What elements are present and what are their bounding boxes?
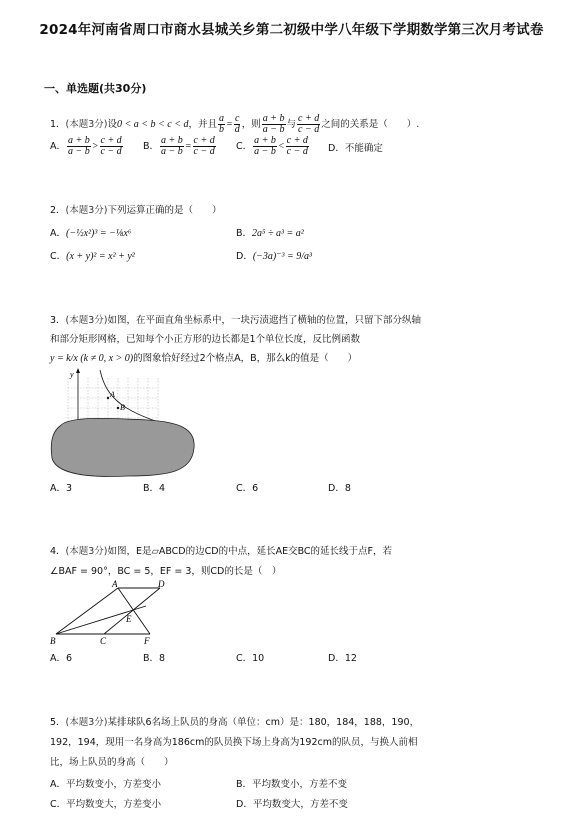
q5-option-a[interactable]: A．平均数变小，方差变小 xyxy=(50,779,162,790)
q3-figure xyxy=(48,368,198,480)
label-c: C xyxy=(100,636,107,646)
q3-line3-text: 的图象恰好经过2个格点A，B，那么k的值是（ ） xyxy=(133,353,358,364)
q3-line3 xyxy=(50,352,357,366)
q3-option-a[interactable]: A．3 xyxy=(50,483,73,494)
question-number: 1． xyxy=(50,119,66,130)
q3-option-b[interactable]: B．4 xyxy=(143,483,166,494)
point-b-label: B xyxy=(120,403,125,412)
question-1: 1．(本题3分)设0 < a < b < c < d，并且 $\frac{a}{b}$ = $\frac{c}{d}$ ，则 $\frac{a + b}{a - b}$ 与 $\frac{c + d}{c - d}$ 之间的关系是（ ）. xyxy=(50,113,420,135)
q3-line2: 和部分矩形网格，已知每个小正方形的边长都是1个单位长度，反比例函数 xyxy=(50,334,361,345)
fraction-cd-sum-diff: $\frac{c + d}{c - d}$ xyxy=(298,113,320,135)
q1-option-d[interactable]: D．不能确定 xyxy=(328,143,383,154)
q4-line1: 如图，E是▱ABCD的边CD的中点，延长AE交BC的延长线于点F，若 xyxy=(107,546,393,557)
label-d: D xyxy=(158,579,165,589)
q3-option-c[interactable]: C．6 xyxy=(236,483,259,494)
q3-function: y = k/x (k ≠ 0, x > 0) xyxy=(50,353,134,364)
q1-option-b[interactable]: B． $\frac{a + b}{a - b}$ = $\frac{c + d}{c - d}$ xyxy=(143,135,215,157)
q3-line1: 如图，在平面直角坐标系中，一块污渍遮挡了横轴的位置，只留下部分纵轴 xyxy=(107,315,422,326)
q4-figure xyxy=(48,578,178,646)
q1-text: 与 xyxy=(286,119,297,130)
q3-option-d[interactable]: D．8 xyxy=(328,483,351,494)
question-number: 2． xyxy=(50,205,66,216)
section-heading: 一、单选题(共30分) xyxy=(44,82,147,95)
q5-line3: 比，场上队员的身高（ ） xyxy=(50,757,174,768)
score-tag: (本题3分) xyxy=(65,546,108,557)
q1-option-c[interactable]: C． $\frac{a + b}{a - b}$ < $\frac{c + d}{c - d}$ xyxy=(236,135,308,157)
question-4 xyxy=(50,545,392,559)
score-tag: (本题3分) xyxy=(65,315,108,326)
score-tag: (本题3分) xyxy=(65,205,108,216)
q2-option-a[interactable]: A．(−½x²)³ = −⅛x⁶ xyxy=(50,228,132,239)
exam-title: 2024年河南省周口市商水县城关乡第二初级中学八年级下学期数学第三次月考试卷 xyxy=(39,22,544,38)
question-number: 4． xyxy=(50,546,66,557)
q5-option-c[interactable]: C．平均数变大，方差变小 xyxy=(50,799,162,810)
q5-option-b[interactable]: B．平均数变小，方差不变 xyxy=(236,779,348,790)
label-a: A xyxy=(112,579,118,589)
q1-text: ，则 xyxy=(241,119,261,130)
question-number: 3． xyxy=(50,315,66,326)
q1-condition: 0 < a < b < c < d xyxy=(117,119,189,130)
score-tag: (本题3分) xyxy=(65,717,108,728)
label-b: B xyxy=(50,636,56,646)
ink-stain xyxy=(51,418,194,476)
q5-line1: 某排球队6名场上队员的身高（单位：cm）是：180，184，188，190， xyxy=(107,717,420,728)
score-tag: (本题3分) xyxy=(65,119,108,130)
q2-text: 下列运算正确的是（ ） xyxy=(107,205,222,216)
q4-line2: ∠BAF = 90°，BC = 5，EF = 3，则CD的长是（ ） xyxy=(50,566,282,577)
question-number: 5． xyxy=(50,717,66,728)
q4-option-a[interactable]: A．6 xyxy=(50,653,73,664)
q1-text: 设 xyxy=(107,119,118,130)
point-a-label: A xyxy=(110,390,115,399)
q4-option-c[interactable]: C．10 xyxy=(236,653,265,664)
q5-line2: 192，194，现用一名身高为186cm的队员换下场上身高为192cm的队员，与换人前相 xyxy=(50,737,418,748)
question-2 xyxy=(50,204,222,218)
fraction-c-over-d: $\frac{c}{d}$ xyxy=(234,113,240,135)
label-f: F xyxy=(144,636,150,646)
q2-option-c[interactable]: C．(x + y)² = x² + y² xyxy=(50,251,135,262)
q2-option-d[interactable]: D．(−3a)⁻³ = 9/a³ xyxy=(236,251,313,262)
q2-option-b[interactable]: B．2a⁵ ÷ a³ = a² xyxy=(236,228,304,239)
q1-text: ，并且 xyxy=(188,119,217,130)
label-e: E xyxy=(126,614,132,624)
y-axis-label: y xyxy=(70,370,74,379)
q4-option-b[interactable]: B．8 xyxy=(143,653,166,664)
q1-text: 之间的关系是（ ）. xyxy=(321,119,420,130)
fraction-a-over-b: $\frac{a}{b}$ xyxy=(218,113,224,135)
q4-option-d[interactable]: D．12 xyxy=(328,653,357,664)
question-3 xyxy=(50,314,421,328)
q5-option-d[interactable]: D．平均数变大，方差不变 xyxy=(236,799,348,810)
fraction-ab-sum-diff: $\frac{a + b}{a - b}$ xyxy=(262,113,285,135)
q1-option-a[interactable]: A． $\frac{a + b}{a - b}$ > $\frac{c + d}{c - d}$ xyxy=(50,135,122,157)
question-5 xyxy=(50,716,419,730)
